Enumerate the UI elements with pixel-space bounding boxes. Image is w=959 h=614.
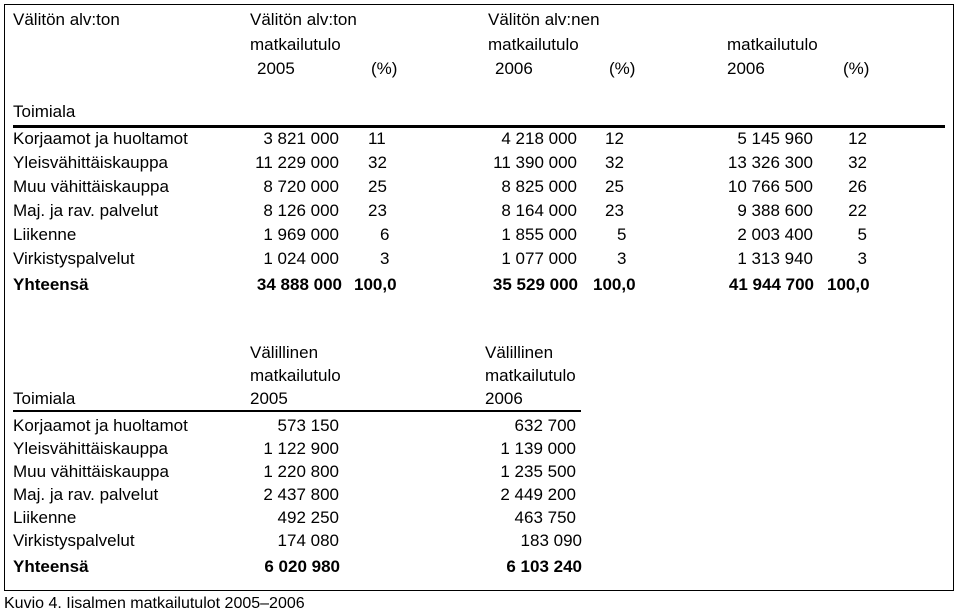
table1-col2006-pct: (%) bbox=[609, 59, 636, 78]
value-2006b: 5 145 960 bbox=[737, 129, 813, 148]
total-2006: 35 529 000 bbox=[492, 275, 578, 294]
value-2005: 3 821 000 bbox=[263, 129, 339, 148]
pct-2005: 32 bbox=[368, 153, 387, 172]
value-2005: 8 126 000 bbox=[263, 201, 339, 220]
pct-2005: 23 bbox=[368, 201, 387, 220]
pct-2006b: 26 bbox=[848, 177, 867, 196]
value-2006b: 10 766 500 bbox=[727, 177, 813, 196]
pct-2005: 11 bbox=[368, 129, 386, 148]
table2-col2005-year: 2005 bbox=[250, 389, 288, 408]
table2-rule bbox=[13, 410, 581, 412]
row-label: Liikenne bbox=[13, 225, 77, 244]
total-label: Yhteensä bbox=[13, 557, 89, 576]
value-2006: 463 750 bbox=[514, 508, 576, 527]
value-2006: 1 139 000 bbox=[500, 439, 576, 458]
total-pct-2006b: 100,0 bbox=[827, 275, 870, 294]
value-2005: 1 122 900 bbox=[263, 439, 339, 458]
pct-2006b: 5 bbox=[857, 225, 867, 244]
total-2006b: 41 944 700 bbox=[728, 275, 814, 294]
table1-col2006-line2: matkailutulo bbox=[488, 35, 579, 54]
value-2006: 632 700 bbox=[514, 416, 576, 435]
pct-2006: 5 bbox=[617, 225, 627, 244]
table1-col2006b-pct: (%) bbox=[843, 59, 870, 78]
table1-rule bbox=[13, 125, 945, 128]
value-2006: 183 090 bbox=[520, 531, 582, 550]
pct-2006: 23 bbox=[605, 201, 624, 220]
table1-title: Välitön alv:ton bbox=[13, 10, 120, 29]
row-label: Virkistyspalvelut bbox=[13, 531, 135, 550]
row-label: Korjaamot ja huoltamot bbox=[13, 129, 188, 148]
pct-2006: 32 bbox=[605, 153, 624, 172]
table2-col2006-line2: matkailutulo bbox=[485, 366, 576, 385]
pct-2006b: 32 bbox=[848, 153, 867, 172]
value-2005: 1 969 000 bbox=[263, 225, 339, 244]
figure-frame-bottom bbox=[4, 590, 954, 591]
table1-row-header: Toimiala bbox=[13, 102, 76, 121]
pct-2006: 25 bbox=[605, 177, 624, 196]
pct-2005: 25 bbox=[368, 177, 387, 196]
value-2005: 492 250 bbox=[277, 508, 339, 527]
value-2006b: 2 003 400 bbox=[737, 225, 813, 244]
value-2006: 1 077 000 bbox=[501, 249, 577, 268]
table2-col2005-line1: Välillinen bbox=[250, 343, 319, 362]
row-label: Maj. ja rav. palvelut bbox=[13, 485, 159, 504]
figure-caption: Kuvio 4. Iisalmen matkailutulot 2005–2006 bbox=[4, 595, 305, 612]
row-label: Maj. ja rav. palvelut bbox=[13, 201, 159, 220]
total-pct-2005: 100,0 bbox=[354, 275, 397, 294]
value-2005: 11 229 000 bbox=[255, 153, 339, 172]
value-2005: 2 437 800 bbox=[263, 485, 339, 504]
table1-col2005-year: 2005 bbox=[257, 59, 295, 78]
row-label: Muu vähittäiskauppa bbox=[13, 462, 169, 481]
value-2005: 8 720 000 bbox=[263, 177, 339, 196]
table1-col2005-pct: (%) bbox=[371, 59, 398, 78]
value-2006b: 9 388 600 bbox=[737, 201, 813, 220]
value-2006: 1 235 500 bbox=[500, 462, 576, 481]
total-2006: 6 103 240 bbox=[506, 557, 582, 576]
row-label: Muu vähittäiskauppa bbox=[13, 177, 169, 196]
table1-col2006b-year: 2006 bbox=[727, 59, 765, 78]
pct-2006: 3 bbox=[617, 249, 627, 268]
table1-col2005-line1: Välitön alv:ton bbox=[250, 10, 357, 29]
table1-col2006-year: 2006 bbox=[495, 59, 533, 78]
table2-col2006-line1: Välillinen bbox=[485, 343, 554, 362]
pct-2005: 3 bbox=[380, 249, 390, 268]
row-label: Yleisvähittäiskauppa bbox=[13, 153, 168, 172]
table2-col2006-year: 2006 bbox=[485, 389, 523, 408]
table1-col2006b-line2: matkailutulo bbox=[727, 35, 818, 54]
value-2006b: 1 313 940 bbox=[737, 249, 813, 268]
pct-2006b: 12 bbox=[848, 129, 867, 148]
row-label: Liikenne bbox=[13, 508, 77, 527]
value-2006: 2 449 200 bbox=[500, 485, 576, 504]
total-label: Yhteensä bbox=[13, 275, 89, 294]
row-label: Virkistyspalvelut bbox=[13, 249, 135, 268]
pct-2006b: 3 bbox=[857, 249, 867, 268]
table2-row-header: Toimiala bbox=[13, 389, 76, 408]
total-pct-2006: 100,0 bbox=[593, 275, 636, 294]
table2-col2005-line2: matkailutulo bbox=[250, 366, 341, 385]
value-2006: 1 855 000 bbox=[501, 225, 577, 244]
value-2005: 174 080 bbox=[277, 531, 339, 550]
pct-2006: 12 bbox=[605, 129, 624, 148]
value-2006: 4 218 000 bbox=[501, 129, 577, 148]
pct-2006b: 22 bbox=[848, 201, 867, 220]
row-label: Yleisvähittäiskauppa bbox=[13, 439, 168, 458]
value-2005: 573 150 bbox=[277, 416, 339, 435]
row-label: Korjaamot ja huoltamot bbox=[13, 416, 188, 435]
value-2006: 8 164 000 bbox=[501, 201, 577, 220]
table1-col2006-line1: Välitön alv:nen bbox=[488, 10, 600, 29]
value-2006: 8 825 000 bbox=[501, 177, 577, 196]
total-2005: 6 020 980 bbox=[264, 557, 340, 576]
total-2005: 34 888 000 bbox=[256, 275, 342, 294]
value-2006: 11 390 000 bbox=[493, 153, 577, 172]
value-2005: 1 220 800 bbox=[263, 462, 339, 481]
table1-col2005-line2: matkailutulo bbox=[250, 35, 341, 54]
pct-2005: 6 bbox=[380, 225, 390, 244]
value-2005: 1 024 000 bbox=[263, 249, 339, 268]
value-2006b: 13 326 300 bbox=[727, 153, 813, 172]
